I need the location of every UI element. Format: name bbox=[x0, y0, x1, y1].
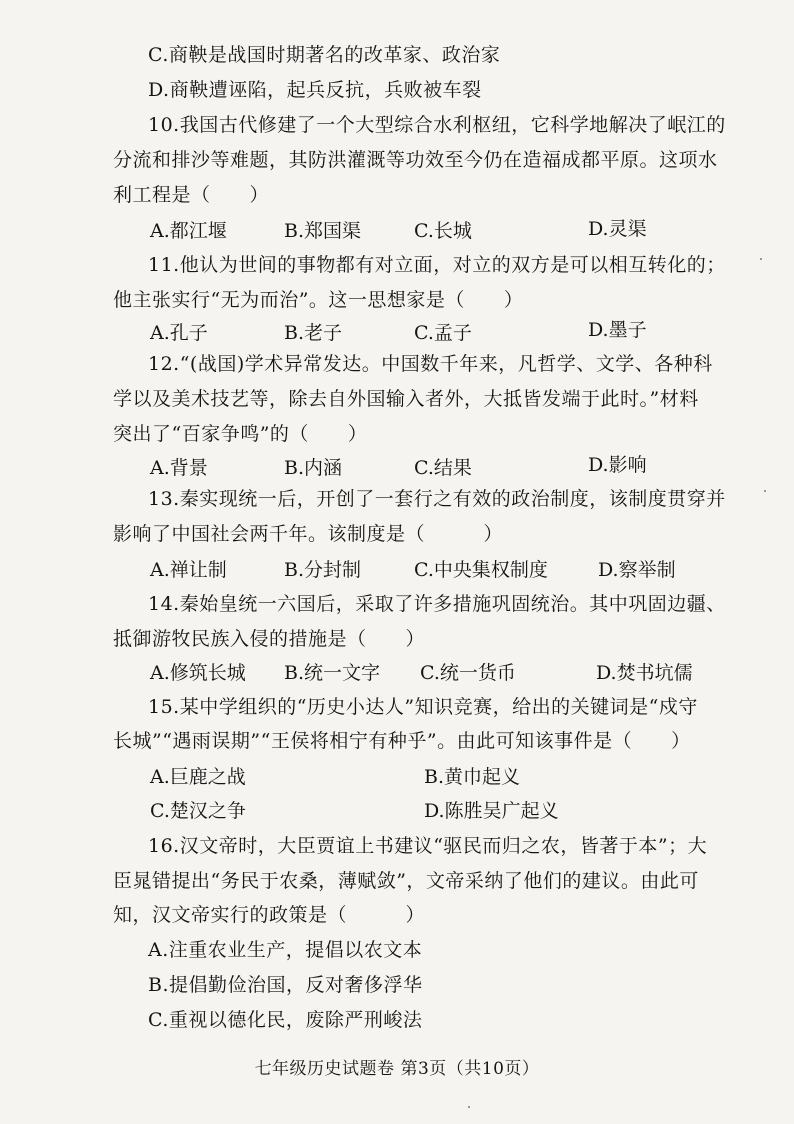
q10-option-d: D.灵渠 bbox=[588, 218, 647, 240]
page-footer: 七年级历史试题卷 第3页（共10页） bbox=[254, 1059, 540, 1079]
q13-stem-line2: 影响了中国社会两千年。该制度是（ ） bbox=[113, 523, 504, 545]
q11-option-a: A.孔子 bbox=[150, 322, 208, 344]
q13-option-a: A.禅让制 bbox=[150, 559, 227, 581]
q15-stem-line2: 长城”“遇雨误期”“王侯将相宁有种乎”。由此可知该事件是（ ） bbox=[113, 730, 691, 752]
q12-option-b: B.内涵 bbox=[284, 457, 343, 479]
q9-option-d: D.商鞅遭诬陷，起兵反抗，兵败被车裂 bbox=[148, 79, 482, 101]
q15-option-c: C.楚汉之争 bbox=[150, 800, 246, 822]
q14-stem-line1: 14.秦始皇统一六国后，采取了许多措施巩固统治。其中巩固边疆、 bbox=[148, 593, 726, 615]
q10-option-c: C.长城 bbox=[414, 220, 472, 242]
q10-option-a: A.都江堰 bbox=[150, 220, 227, 242]
q12-option-a: A.背景 bbox=[150, 457, 208, 479]
q14-option-c: C.统一货币 bbox=[420, 662, 516, 684]
scan-speck bbox=[764, 490, 766, 492]
q11-stem-line1: 11.他认为世间的事物都有对立面，对立的双方是可以相互转化的； bbox=[148, 254, 726, 276]
q12-stem-line3: 突出了“百家争鸣”的（ ） bbox=[113, 423, 368, 445]
q12-option-c: C.结果 bbox=[414, 457, 472, 479]
q13-option-c: C.中央集权制度 bbox=[414, 559, 548, 581]
q15-option-d: D.陈胜吴广起义 bbox=[424, 800, 559, 822]
scan-speck bbox=[760, 258, 762, 260]
q15-option-b: B.黄巾起义 bbox=[424, 766, 521, 788]
q15-option-a: A.巨鹿之战 bbox=[150, 766, 246, 788]
q11-option-c: C.孟子 bbox=[414, 322, 472, 344]
q9-option-c: C.商鞅是战国时期著名的改革家、政治家 bbox=[148, 44, 501, 66]
q16-option-a: A.注重农业生产，提倡以农文本 bbox=[148, 939, 423, 961]
q15-stem-line1: 15.某中学组织的“历史小达人”知识竞赛，给出的关键词是“戍守 bbox=[148, 696, 698, 718]
q14-option-d: D.焚书坑儒 bbox=[596, 662, 693, 684]
q11-stem-line2: 他主张实行“无为而治”。这一思想家是（ ） bbox=[113, 289, 524, 311]
q10-stem-line1: 10.我国古代修建了一个大型综合水利枢纽，它科学地解决了岷江的 bbox=[148, 114, 726, 136]
q13-stem-line1: 13.秦实现统一后，开创了一套行之有效的政治制度，该制度贯穿并 bbox=[148, 488, 726, 510]
q10-stem-line2: 分流和排沙等难题，其防洪灌溉等功效至今仍在造福成都平原。这项水 bbox=[113, 149, 718, 171]
q16-option-c: C.重视以德化民，废除严刑峻法 bbox=[148, 1009, 423, 1031]
q12-option-d: D.影响 bbox=[588, 454, 647, 476]
q10-stem-line3: 利工程是（ ） bbox=[113, 184, 270, 206]
q10-option-b: B.郑国渠 bbox=[284, 220, 362, 242]
q13-option-b: B.分封制 bbox=[284, 559, 362, 581]
q14-option-a: A.修筑长城 bbox=[150, 662, 246, 684]
q14-option-b: B.统一文字 bbox=[284, 662, 381, 684]
q16-option-b: B.提倡勤俭治国，反对奢侈浮华 bbox=[148, 974, 423, 996]
q16-stem-line3: 知，汉文帝实行的政策是（ ） bbox=[113, 904, 426, 926]
q16-stem-line1: 16.汉文帝时，大臣贾谊上书建议“驱民而归之农，皆著于本”；大 bbox=[148, 835, 708, 857]
q16-stem-line2: 臣晁错提出“务民于农桑，薄赋敛”，文帝采纳了他们的建议。由此可 bbox=[113, 870, 699, 892]
q13-option-d: D.察举制 bbox=[598, 559, 676, 581]
q12-stem-line2: 学以及美术技艺等，除去自外国输入者外，大抵皆发端于此时。”材料 bbox=[113, 388, 699, 410]
q11-option-d: D.墨子 bbox=[588, 319, 647, 341]
scan-speck bbox=[468, 1106, 470, 1108]
q14-stem-line2: 抵御游牧民族入侵的措施是（ ） bbox=[113, 628, 426, 650]
q11-option-b: B.老子 bbox=[284, 322, 343, 344]
q12-stem-line1: 12.“(战国)学术异常发达。中国数千年来，凡哲学、文学、各种科 bbox=[148, 353, 713, 375]
